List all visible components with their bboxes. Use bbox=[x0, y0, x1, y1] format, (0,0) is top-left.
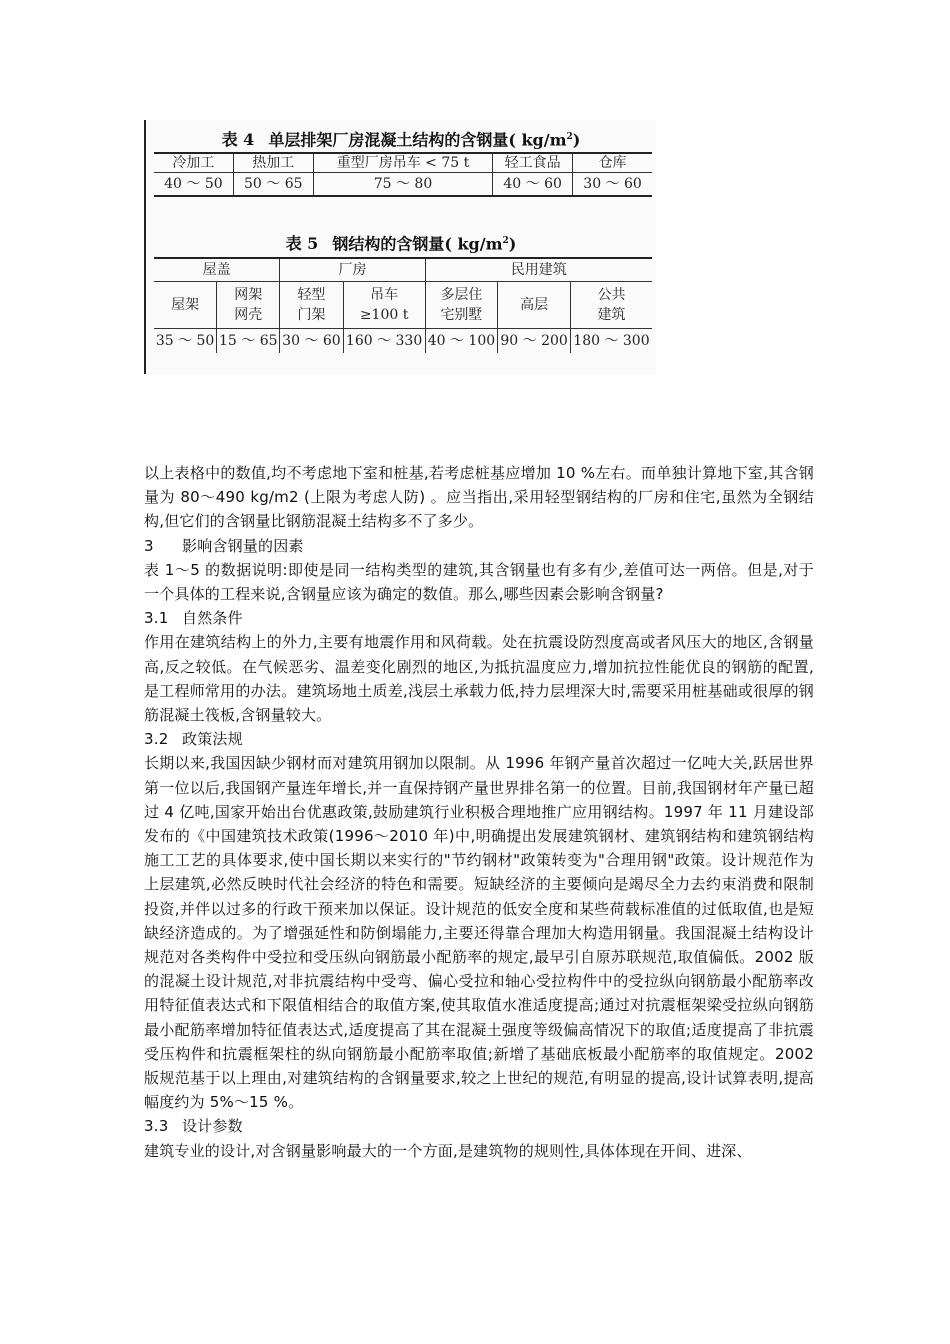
table5-cell: 160 ～ 330 bbox=[343, 329, 425, 354]
paragraph: 长期以来,我国因缺少钢材而对建筑用钢加以限制。从 1996 年钢产量首次超过一亿吨大关,跃居世界第一位以后,我国钢产量连年增长,并一直保持钢产量世界排名第一的位置。目前,我国钢材年产量已超过 4 亿吨,国家开始出台优惠政策,鼓励建筑行业积极合理地推广应用钢结构。1997 年 11 月建设部发布的《中国建筑技术政策(1996～2010 年)中,明确提出发展建筑钢材、建筑钢结构和建筑钢结构施工工艺的具体要求,使中国长期以来实行的"节约钢材"政策转变为"合理用钢"政策。设计规范作为上层建筑,必然反映时代社会经济的特色和需要。短缺经济的主要倾向是竭尽全力去约束消费和限制投资,并伴以过多的行政干预来加以保证。设计规范的低安全度和某些荷载标准值的过低取值,也是短缺经济造成的。为了增强延性和防倒塌能力,主要还得靠合理加大构造用钢量。我国混凝土结构设计规范对各类构件中受拉和受压纵向钢筋最小配筋率的规定,最早引自原苏联规范,取值偏低。2002 版的混凝土设计规范,对非抗震结构中受弯、偏心受拉和轴心受拉构件中的受拉纵向钢筋最小配筋率改用特征值表达式和下限值相结合的取值方案,使其取值水准适度提高;通过对抗震框架梁受拉纵向钢筋最小配筋率增加特征值表达式,适度提高了其在混凝土强度等级偏高情况下的取值;适度提高了非抗震受压构件和抗震框架柱的纵向钢筋最小配筋率取值;新增了基础底板最小配筋率的取值规定。2002 版规范基于以上理由,对建筑结构的含钢量要求,较之上世纪的规范,有明显的提高,设计试算表明,提高幅度约为 5%～15 %。 bbox=[144, 754, 814, 1112]
tables-scan-image bbox=[144, 120, 656, 374]
table4-header: 仓库 bbox=[573, 153, 652, 173]
table5-subheader: 屋架 bbox=[154, 282, 217, 329]
table5-group: 厂房 bbox=[280, 258, 425, 282]
section-heading: 3.1 自然条件 bbox=[144, 609, 243, 628]
paragraph: 以上表格中的数值,均不考虑地下室和桩基,若考虑桩基应增加 10 %左右。而单独计算地下室,其含钢量为 80～490 kg/m2 (上限为考虑人防) 。应当指出,采用轻型钢结构的厂房和住宅,虽然为全钢结构,但它们的含钢量比钢筋混凝土结构多不了多少。 bbox=[144, 464, 814, 531]
table4-close: ) bbox=[572, 130, 581, 150]
table5-caption bbox=[146, 225, 656, 257]
table5-subheader: 网架 网壳 bbox=[217, 282, 280, 329]
table4-caption bbox=[146, 122, 656, 152]
table4-cell: 30 ～ 60 bbox=[573, 173, 652, 197]
table5-subheader: 公共 建筑 bbox=[570, 282, 652, 329]
table5-cell: 35 ～ 50 bbox=[155, 333, 215, 349]
table5-cell: 40 ～ 100 bbox=[425, 329, 498, 354]
body-text bbox=[144, 461, 814, 1163]
table5-group: 屋盖 bbox=[154, 258, 280, 282]
table4-header-row bbox=[154, 153, 652, 173]
section-heading: 3.2 政策法规 bbox=[144, 730, 243, 749]
paragraph: 表 1～5 的数据说明:即使是同一结构类型的建筑,其含钢量也有多有少,差值可达一两倍。但是,对于一个具体的工程来说,含钢量应该为确定的数值。那么,哪些因素会影响含钢量? bbox=[144, 560, 814, 604]
table4-header: 轻工食品 bbox=[493, 153, 573, 173]
table5-group: 民用建筑 bbox=[425, 258, 652, 282]
section-heading: 3 影响含钢量的因素 bbox=[144, 536, 304, 555]
table4-cell: 40 ～ 50 bbox=[154, 173, 233, 197]
table5-group-row bbox=[154, 258, 652, 282]
table5-value-row bbox=[154, 329, 652, 354]
section-heading: 3.3 设计参数 bbox=[144, 1117, 243, 1136]
table4-header: 冷加工 bbox=[154, 153, 233, 173]
table5 bbox=[154, 257, 652, 353]
table4-cell: 75 ～ 80 bbox=[313, 173, 492, 197]
table5-title: 钢结构的含钢量( kg/m bbox=[332, 234, 503, 254]
table4 bbox=[154, 152, 652, 197]
table5-subheader: 多层住 宅别墅 bbox=[425, 282, 498, 329]
table5-cell: 30 ～ 60 bbox=[280, 329, 343, 354]
paragraph: 建筑专业的设计,对含钢量影响最大的一个方面,是建筑物的规则性,具体体现在开间、进深、 bbox=[144, 1141, 752, 1160]
table4-title: 单层排架厂房混凝土结构的含钢量( kg/m bbox=[268, 130, 567, 150]
table4-cell: 40 ～ 60 bbox=[493, 173, 573, 197]
table4-header: 重型厂房吊车 < 75 t bbox=[313, 153, 492, 173]
table5-subheader: 吊车 ≥100 t bbox=[343, 282, 425, 329]
table4-sup: 2 bbox=[566, 132, 573, 142]
table5-sub-row bbox=[154, 282, 652, 329]
table5-cell: 90 ～ 200 bbox=[498, 329, 571, 354]
paragraph: 作用在建筑结构上的外力,主要有地震作用和风荷载。处在抗震设防烈度高或者风压大的地区,含钢量高,反之较低。在气候恶劣、温差变化剧烈的地区,为抵抗温度应力,增加抗拉性能优良的钢筋的配置,是工程师常用的办法。建筑场地土质差,浅层土承载力低,持力层埋深大时,需要采用桩基础或很厚的钢筋混凝土筏板,含钢量较大。 bbox=[144, 633, 814, 725]
table5-label: 表 5 bbox=[285, 234, 319, 254]
table5-cell: 180 ～ 300 bbox=[570, 329, 652, 354]
table5-subheader: 高层 bbox=[498, 282, 571, 329]
table4-header: 热加工 bbox=[233, 153, 313, 173]
table4-cell: 50 ～ 65 bbox=[233, 173, 313, 197]
table4-label: 表 4 bbox=[221, 130, 255, 150]
table5-subheader: 轻型 门架 bbox=[280, 282, 343, 329]
table4-value-row bbox=[154, 173, 652, 197]
table5-close: ) bbox=[508, 234, 517, 254]
table5-sup: 2 bbox=[502, 236, 509, 246]
table5-cell: 15 ～ 65 bbox=[217, 329, 280, 354]
